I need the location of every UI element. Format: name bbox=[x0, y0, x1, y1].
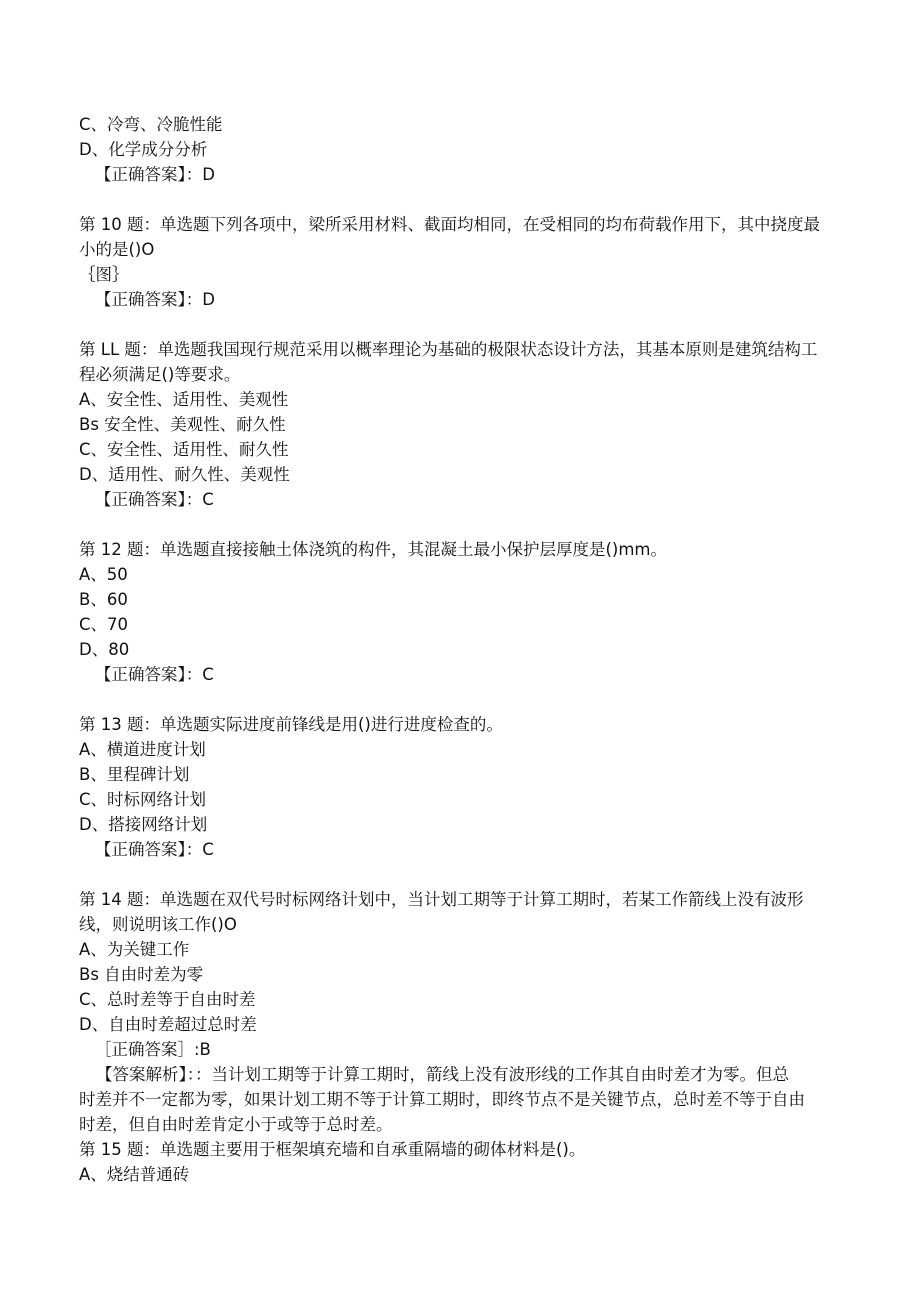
option-line: B、里程碑计划 bbox=[79, 765, 190, 784]
option-line: D、自由时差超过总时差 bbox=[79, 1015, 257, 1034]
option-line: D、化学成分分析 bbox=[79, 140, 208, 159]
option-line: C、冷弯、冷脆性能 bbox=[79, 115, 223, 134]
option-line: A、安全性、适用性、美观性 bbox=[79, 390, 289, 409]
figure-placeholder: ｛图｝ bbox=[79, 265, 129, 284]
question-line: 第 14 题：单选题在双代号时标网络计划中，当计划工期等于计算工期时，若某工作箭线上没有波形 bbox=[79, 890, 804, 909]
option-line: C、安全性、适用性、耐久性 bbox=[79, 440, 289, 459]
answer-line: 【正确答案】：C bbox=[95, 490, 214, 509]
question-line: 第 15 题：单选题主要用于框架填充墙和自承重隔墙的砌体材料是()。 bbox=[79, 1140, 586, 1159]
option-line: A、50 bbox=[79, 565, 128, 584]
option-line: A、烧结普通砖 bbox=[79, 1165, 190, 1184]
option-line: Bs 安全性、美观性、耐久性 bbox=[79, 415, 286, 434]
option-line: C、70 bbox=[79, 615, 129, 634]
answer-line: 【正确答案】：D bbox=[95, 290, 215, 309]
option-line: C、时标网络计划 bbox=[79, 790, 207, 809]
option-line: A、横道进度计划 bbox=[79, 740, 206, 759]
option-line: C、总时差等于自由时差 bbox=[79, 990, 256, 1009]
option-line: Bs 自由时差为零 bbox=[79, 965, 204, 984]
option-line: B、60 bbox=[79, 590, 128, 609]
option-line: A、为关键工作 bbox=[79, 940, 190, 959]
option-line: D、适用性、耐久性、美观性 bbox=[79, 465, 290, 484]
answer-line: 【正确答案】：C bbox=[95, 840, 214, 859]
question-line: 第 13 题：单选题实际进度前锋线是用()进行进度检查的。 bbox=[79, 715, 503, 734]
question-line: 小的是()O bbox=[79, 240, 155, 259]
question-line: 第 LL 题：单选题我国现行规范采用以概率理论为基础的极限状态设计方法，其基本原则是建筑结构工 bbox=[79, 340, 818, 359]
question-line: 线，则说明该工作()O bbox=[79, 915, 237, 934]
answer-line: 【正确答案】：C bbox=[95, 665, 214, 684]
answer-line: ［正确答案］:B bbox=[95, 1040, 211, 1059]
analysis-line: 时差，但自由时差肯定小于或等于总时差。 bbox=[79, 1115, 393, 1134]
answer-line: 【正确答案】：D bbox=[95, 165, 215, 184]
question-line: 第 10 题：单选题下列各项中，梁所采用材料、截面均相同，在受相同的均布荷载作用下，其中挠度最 bbox=[79, 215, 820, 234]
analysis-line: 时差并不一定都为零，如果计划工期不等于计算工期时，即终节点不是关键节点，总时差不等于自由 bbox=[79, 1090, 805, 1109]
question-line: 第 12 题：单选题直接接触土体浇筑的构件，其混凝土最小保护层厚度是()mm。 bbox=[79, 540, 668, 559]
option-line: D、搭接网络计划 bbox=[79, 815, 208, 834]
option-line: D、80 bbox=[79, 640, 130, 659]
question-line: 程必须满足()等要求。 bbox=[79, 365, 241, 384]
analysis-line: 【答案解析】：：当计划工期等于计算工期时，箭线上没有波形线的工作其自由时差才为零。但总 bbox=[96, 1065, 789, 1084]
